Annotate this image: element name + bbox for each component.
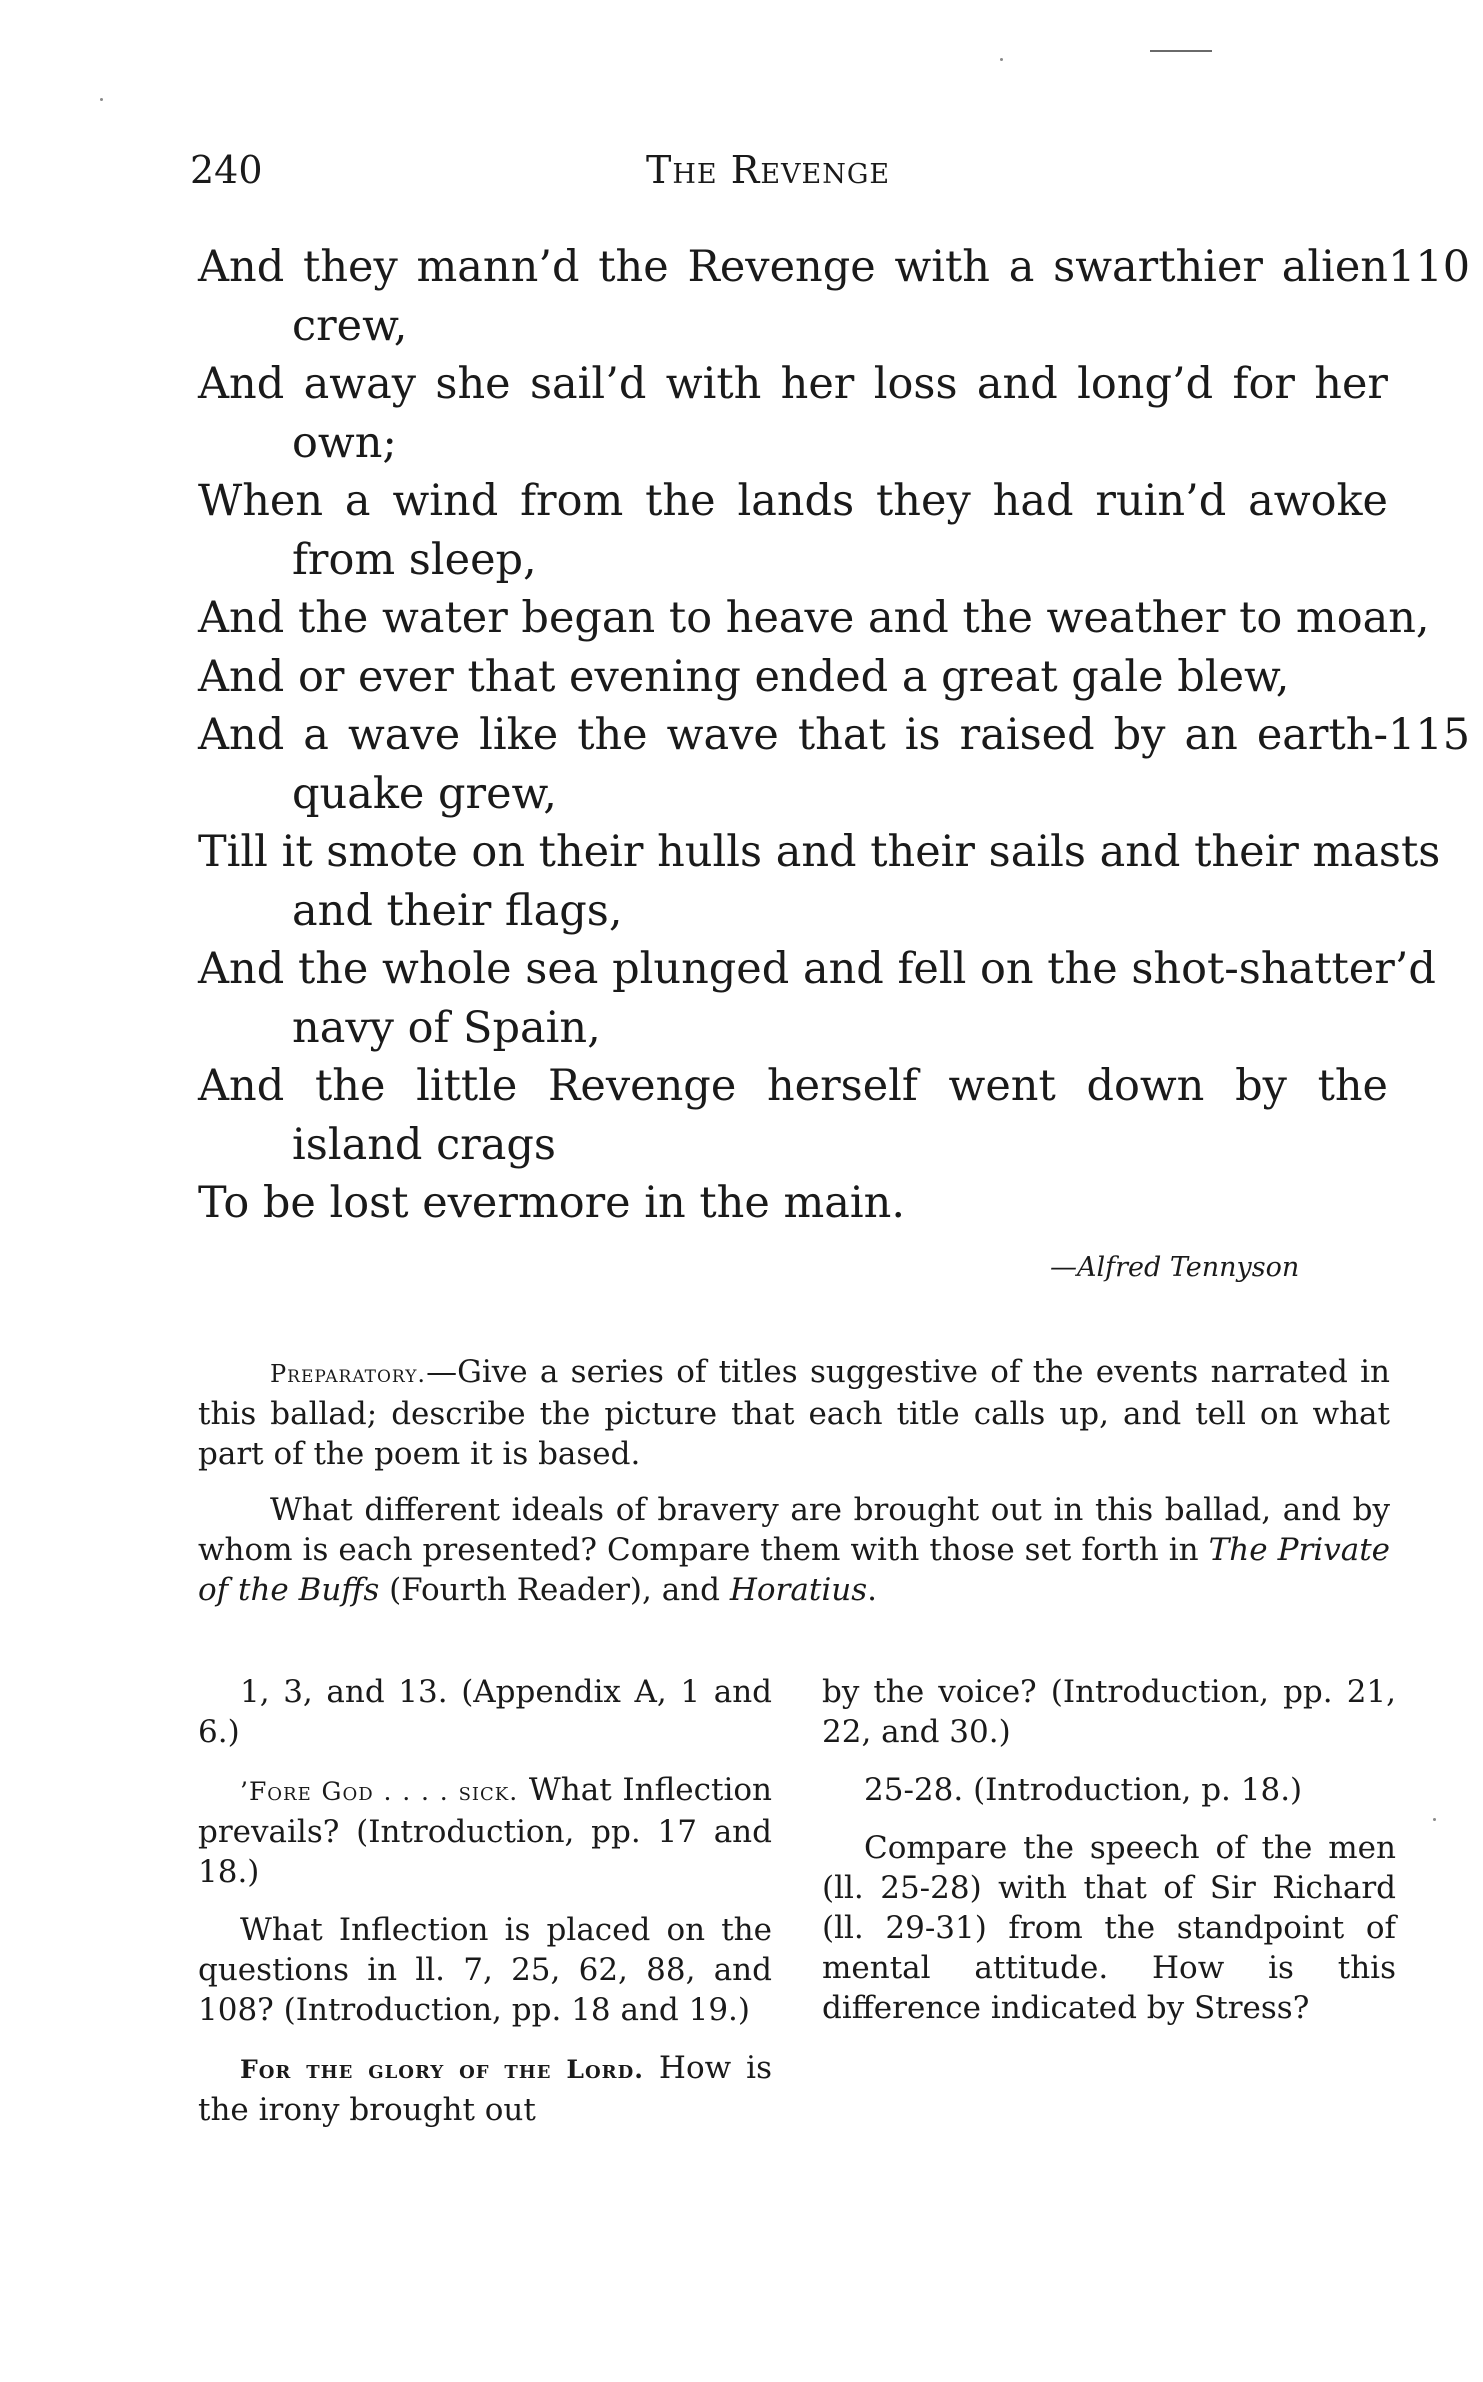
- notes-column-left: [198, 1672, 772, 2148]
- poem-line: [198, 999, 1398, 1058]
- poem-line-text: To be lost evermore in the main.: [198, 1178, 906, 1228]
- poem-line: [198, 297, 1398, 356]
- preparatory-text: What different ideals of bravery are brought out in this ballad, and by whom is each presented? Compare them with those set forth in: [198, 1492, 1390, 1568]
- study-note: Compare the speech of the men (ll. 25-28) with that of Sir Richard (ll. 29-31) from the standpoint of mental attitude. How is this difference indicated by Stress?: [822, 1830, 1396, 2026]
- poem-line-text: island crags: [292, 1119, 556, 1170]
- poem-line: [198, 238, 1471, 297]
- poem-stanza: [198, 238, 1471, 1233]
- poem-line-text: And the whole sea plunged and fell on the shot-shatter’d: [198, 944, 1436, 994]
- work-title: The Private of the Buffs: [198, 1532, 1391, 1608]
- poem-line-text: navy of Spain,: [292, 1002, 601, 1053]
- notes-column-right: [822, 1672, 1396, 2046]
- poem-line: [198, 648, 1398, 707]
- poem-line: [198, 882, 1398, 941]
- poem-line-text: And the water began to heave and the weather to moan,: [198, 593, 1430, 643]
- poem-line-text: own;: [292, 417, 397, 468]
- poem-line: [198, 823, 1441, 882]
- work-title: Horatius: [729, 1572, 868, 1608]
- note-label: For the glory of the Lord.: [240, 2055, 644, 2084]
- note-label: ’Fore God . . . . sick.: [240, 1777, 519, 1806]
- study-note: [198, 1770, 772, 1892]
- preparatory-paragraph: [198, 1352, 1390, 1474]
- scan-speck: [100, 98, 103, 101]
- poem-attribution: —Alfred Tennyson: [1050, 1252, 1300, 1283]
- study-note: 25-28. (Introduction, p. 18.): [864, 1772, 1303, 1808]
- poem-line-text: crew,: [292, 300, 408, 351]
- poem-line: [198, 589, 1430, 648]
- scan-rule-mark: [1150, 50, 1212, 52]
- preparatory-text: .: [867, 1572, 877, 1608]
- poem-line-text: Till it smote on their hulls and their sails and their masts: [198, 827, 1441, 877]
- page-number: 240: [190, 148, 263, 192]
- running-title: [646, 148, 890, 192]
- poem-line: [198, 414, 1398, 473]
- note-text: How is the irony brought out: [198, 2050, 772, 2128]
- poem-line-text: And away she sail’d with her loss and long’d for her: [198, 359, 1388, 409]
- poem-line-text: When a wind from the lands they had ruin’d awoke: [198, 476, 1388, 526]
- scan-speck: [1000, 58, 1003, 61]
- poem-line-text: from sleep,: [292, 534, 537, 585]
- preparatory-text: —Give a series of titles suggestive of the events narrated in this ballad; describe the picture that each title calls up, and tell on what part of the poem it is based.: [198, 1354, 1390, 1472]
- poem-line-text: And the little Revenge herself went down by the: [198, 1061, 1388, 1111]
- line-number: 110: [1388, 242, 1471, 292]
- poem-line: [198, 531, 1398, 590]
- preparatory-text: (Fourth Reader), and: [379, 1572, 730, 1608]
- running-title-prefix: The: [646, 148, 718, 192]
- running-title-word: Revenge: [730, 148, 891, 192]
- poem-line-text: quake grew,: [292, 768, 557, 819]
- poem-line: [198, 472, 1388, 531]
- poem-line: [198, 940, 1436, 999]
- poem-line-text: And a wave like the wave that is raised by an earth-: [198, 710, 1388, 760]
- poem-line: [198, 1057, 1388, 1116]
- study-note: by the voice? (Introduction, pp. 21, 22, and 30.): [822, 1674, 1396, 1750]
- note-text: What Inflection prevails? (Introduction, pp. 17 and 18.): [198, 1772, 772, 1890]
- study-note: [198, 2048, 772, 2130]
- preparatory-paragraph: [198, 1490, 1390, 1610]
- line-number: 115: [1388, 710, 1471, 760]
- scan-speck: [1433, 1818, 1436, 1821]
- preparatory-label: Preparatory.: [270, 1360, 427, 1388]
- poem-line: [198, 1174, 1398, 1233]
- study-note: What Inflection is placed on the questions in ll. 7, 25, 62, 88, and 108? (Introduction, pp. 18 and 19.): [198, 1912, 772, 2028]
- study-note: 1, 3, and 13. (Appendix A, 1 and 6.): [198, 1674, 772, 1750]
- poem-line: [198, 1116, 1398, 1175]
- poem-line: [198, 765, 1398, 824]
- poem-line-text: And or ever that evening ended a great gale blew,: [198, 651, 1290, 702]
- preparatory-section: [198, 1352, 1390, 1626]
- poem-line: [198, 355, 1388, 414]
- poem-line-text: And they mann’d the Revenge with a swarthier alien: [198, 242, 1388, 292]
- poem-line: [198, 706, 1471, 765]
- poem-line-text: and their flags,: [292, 885, 623, 936]
- running-header: [190, 148, 1450, 198]
